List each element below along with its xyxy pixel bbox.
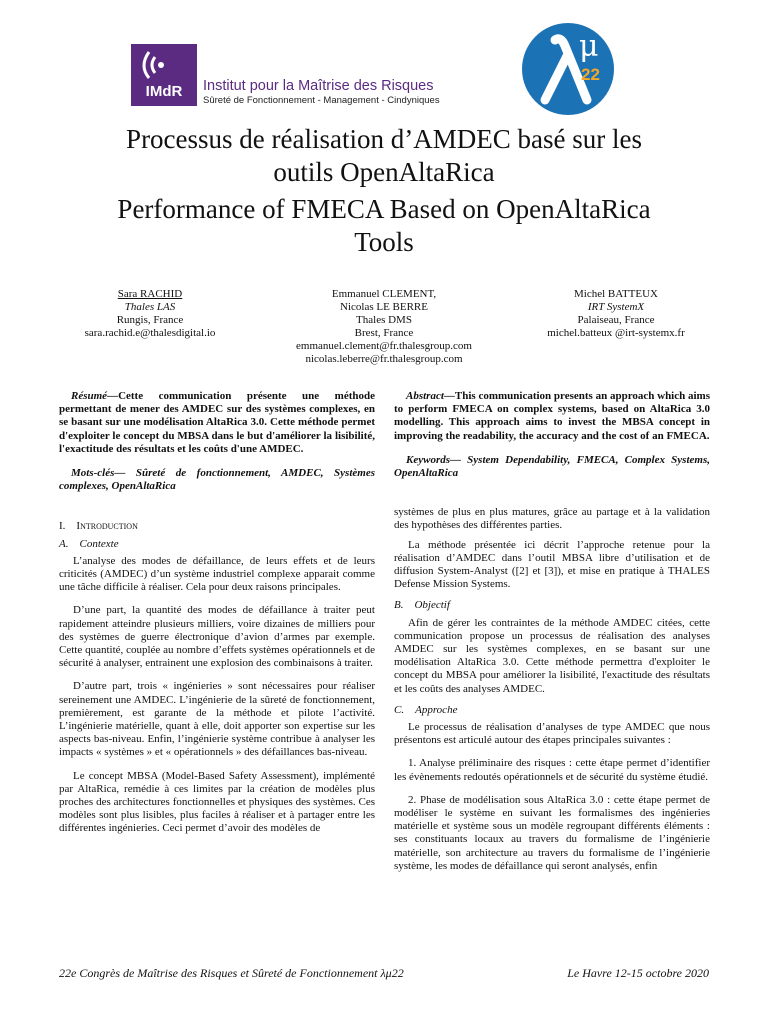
subsection-b-heading [394,599,710,612]
motscles-paragraph [59,467,375,493]
institute-subtitle: Sûreté de Fonctionnement - Management - Cindyniques [203,95,440,106]
author-location: Brest, France [354,327,414,339]
subsection-letter: B. [394,599,404,612]
title-line-4: Tools [354,227,414,257]
imdr-logo [131,44,197,106]
resume-label: Résumé— [71,390,119,402]
author-affiliation: Thales DMS [356,314,412,326]
resume-text: Cette communication présente une méthode permettant de mener des AMDEC sur des systèmes complexes, en se basant sur une modélisation AltaRica 3.0. Cette méthode permet d'exploiter le concept du MBSA dans le but d'améliorer la lisibilité, l'exactitude des résultats et les coûts d'une AMDEC. [59,390,375,455]
svg-text:μ: μ [579,29,599,64]
paragraph: Le processus de réalisation d’analyses de type AMDEC que nous présentons est articulé autour des étapes principales suivantes : [394,721,710,747]
lambda-mu-logo [521,22,615,116]
section-number: I. [59,520,66,533]
author-block-2 [284,288,484,366]
author-block-1 [70,288,230,340]
paragraph: Afin de gérer les contraintes de la méthode AMDEC citées, cette communication propose un processus de réalisation des analyses AMDEC sur les systèmes complexes, en se basant sur une modélisation AltaRica 3.0. Cette méthode permettra d'exploiter le concept du MBSA pour améliorer la lisibilité, l'exactitude des résultats et les coûts des analyses AMDEC. [394,616,710,695]
author-location: Rungis, France [116,314,184,326]
motscles-text: Sûreté de fonctionnement, AMDEC, Systèmes complexes, OpenAltaRica [59,467,375,493]
abstract-paragraph [394,390,710,443]
author-email: nicolas.leberre@fr.thalesgroup.com [305,353,463,365]
paragraph: L’analyse des modes de défaillance, de leurs effets et de leurs criticités (AMDEC) d’un système industriel complexe apparait comme une tâche difficile à réaliser. Cela pour deux raisons principales. [59,554,375,594]
keywords-text: System Dependability, FMECA, Complex Systems, OpenAltaRica [394,453,710,480]
subsection-letter: A. [59,537,69,550]
keywords-paragraph [394,454,710,480]
signal-waves-icon [131,46,197,86]
list-item: 1. Analyse préliminaire des risques : cette étape permet d’identifier les évènements redoutés opérationnels et de sécurité du système étudié. [394,757,710,783]
paragraph: Le concept MBSA (Model-Based Safety Assessment), implémenté par AltaRica, remédie à ces limites par la création de modèles plus proches des architectures fonctionnelles et physiques des systèmes. Ces modèles sont plus lisibles, plus faciles à réaliser et à partager entre les différentes ingénieries. Ceci permet d’avoir des modèles de [59,769,375,835]
imdr-logo-letters: IMdR [145,83,183,100]
paragraph: D’autre part, trois « ingénieries » sont nécessaires pour réaliser sereinement une AMDEC. L’ingénierie de la sûreté de fonctionnement, premièrement, est garante de la méthode et pilote l’activité. L’ingénierie matérielle, quant à elle, doit apporter son expertise sur les aspects bas-niveau. Enfin, l’ingénierie système contribue à analyser les impacts « systèmes » et « opérationnels » des défaillances bas-niveau. [59,680,375,759]
title-line-1: Processus de réalisation d’AMDEC basé sur les [126,124,642,154]
author-affiliation: Thales LAS [124,301,176,313]
paragraph: systèmes de plus en plus matures, grâce au partage et à la validation des hypothèses des différentes parties. [394,506,710,532]
keywords-label: Keywords— [406,453,461,466]
title-line-2: outils OpenAltaRica [273,157,495,187]
subsection-letter: C. [394,703,405,716]
subsection-c-heading [394,704,710,717]
footer-location-date: Le Havre 12-15 octobre 2020 [567,966,709,980]
left-column [59,390,375,836]
section-title: Introduction [76,520,138,533]
title-line-3: Performance of FMECA Based on OpenAltaRica [117,194,651,224]
subsection-title: Contexte [79,537,119,550]
subsection-title: Approche [415,703,458,716]
paragraph: La méthode présentée ici décrit l’approche retenue pour la réalisation d’AMDEC dans l’outil MBSA libre d’utilisation et de diffusion System-Analyst ([2] et [3]), et mise en pratique à THALES Defense Mission Systems. [394,538,710,591]
abstract-text: This communication presents an approach which aims to perform FMECA on complex systems, based on AltaRica 3.0 modelling. This approach aims to invest the MBSA concept in improving the readability, the accuracy and the cost of an FMECA. [394,390,710,442]
right-column [394,390,710,873]
subsection-title: Objectif [414,599,450,612]
author-block-3 [536,288,696,340]
motscles-label: Mots-clés— [71,467,126,480]
footer-conference: 22e Congrès de Maîtrise des Risques et Sûreté de Fonctionnement λμ22 [59,966,404,980]
author-email: michel.batteux @irt-systemx.fr [547,327,685,339]
author-name: Michel BATTEUX [573,288,658,300]
resume-paragraph [59,390,375,456]
list-item: 2. Phase de modélisation sous AltaRica 3.0 : cette étape permet de modéliser le système en suivant les formalismes des ingénieries matérielle et système sous un modèle regroupant différents éléments : ses constituants locaux au travers du formalisme de l’ingénierie matérielle, son architecture au travers du formalisme de l’ingénierie système, les modes de défaillance qui seront analysés, enfin [394,793,710,872]
author-name: Nicolas LE BERRE [340,301,428,313]
institute-name: Institut pour la Maîtrise des Risques [203,78,434,94]
paragraph: D’une part, la quantité des modes de défaillance à traiter peut rapidement atteindre plusieurs milliers, voire dizaines de milliers pour des systèmes de guerre électronique d’avion d’armes par exemple. Cette quantité, couplée au nombre d’effets systèmes opérationnels et de sécurité à analyser, entrainent une explosion des combinaisons à traiter. [59,604,375,670]
author-name: Emmanuel CLEMENT, [331,288,437,300]
lambda-mu-logo-number: 22 [581,65,600,84]
author-name: Sara RACHID [117,288,183,300]
author-email: emmanuel.clement@fr.thalesgroup.com [296,340,472,352]
author-email: sara.rachid.e@thalesdigital.io [84,327,216,339]
subsection-a-heading [59,538,375,551]
author-location: Palaiseau, France [577,314,655,326]
author-affiliation: IRT SystemX [587,301,645,313]
section-heading [59,520,375,533]
abstract-label: Abstract— [406,390,455,402]
